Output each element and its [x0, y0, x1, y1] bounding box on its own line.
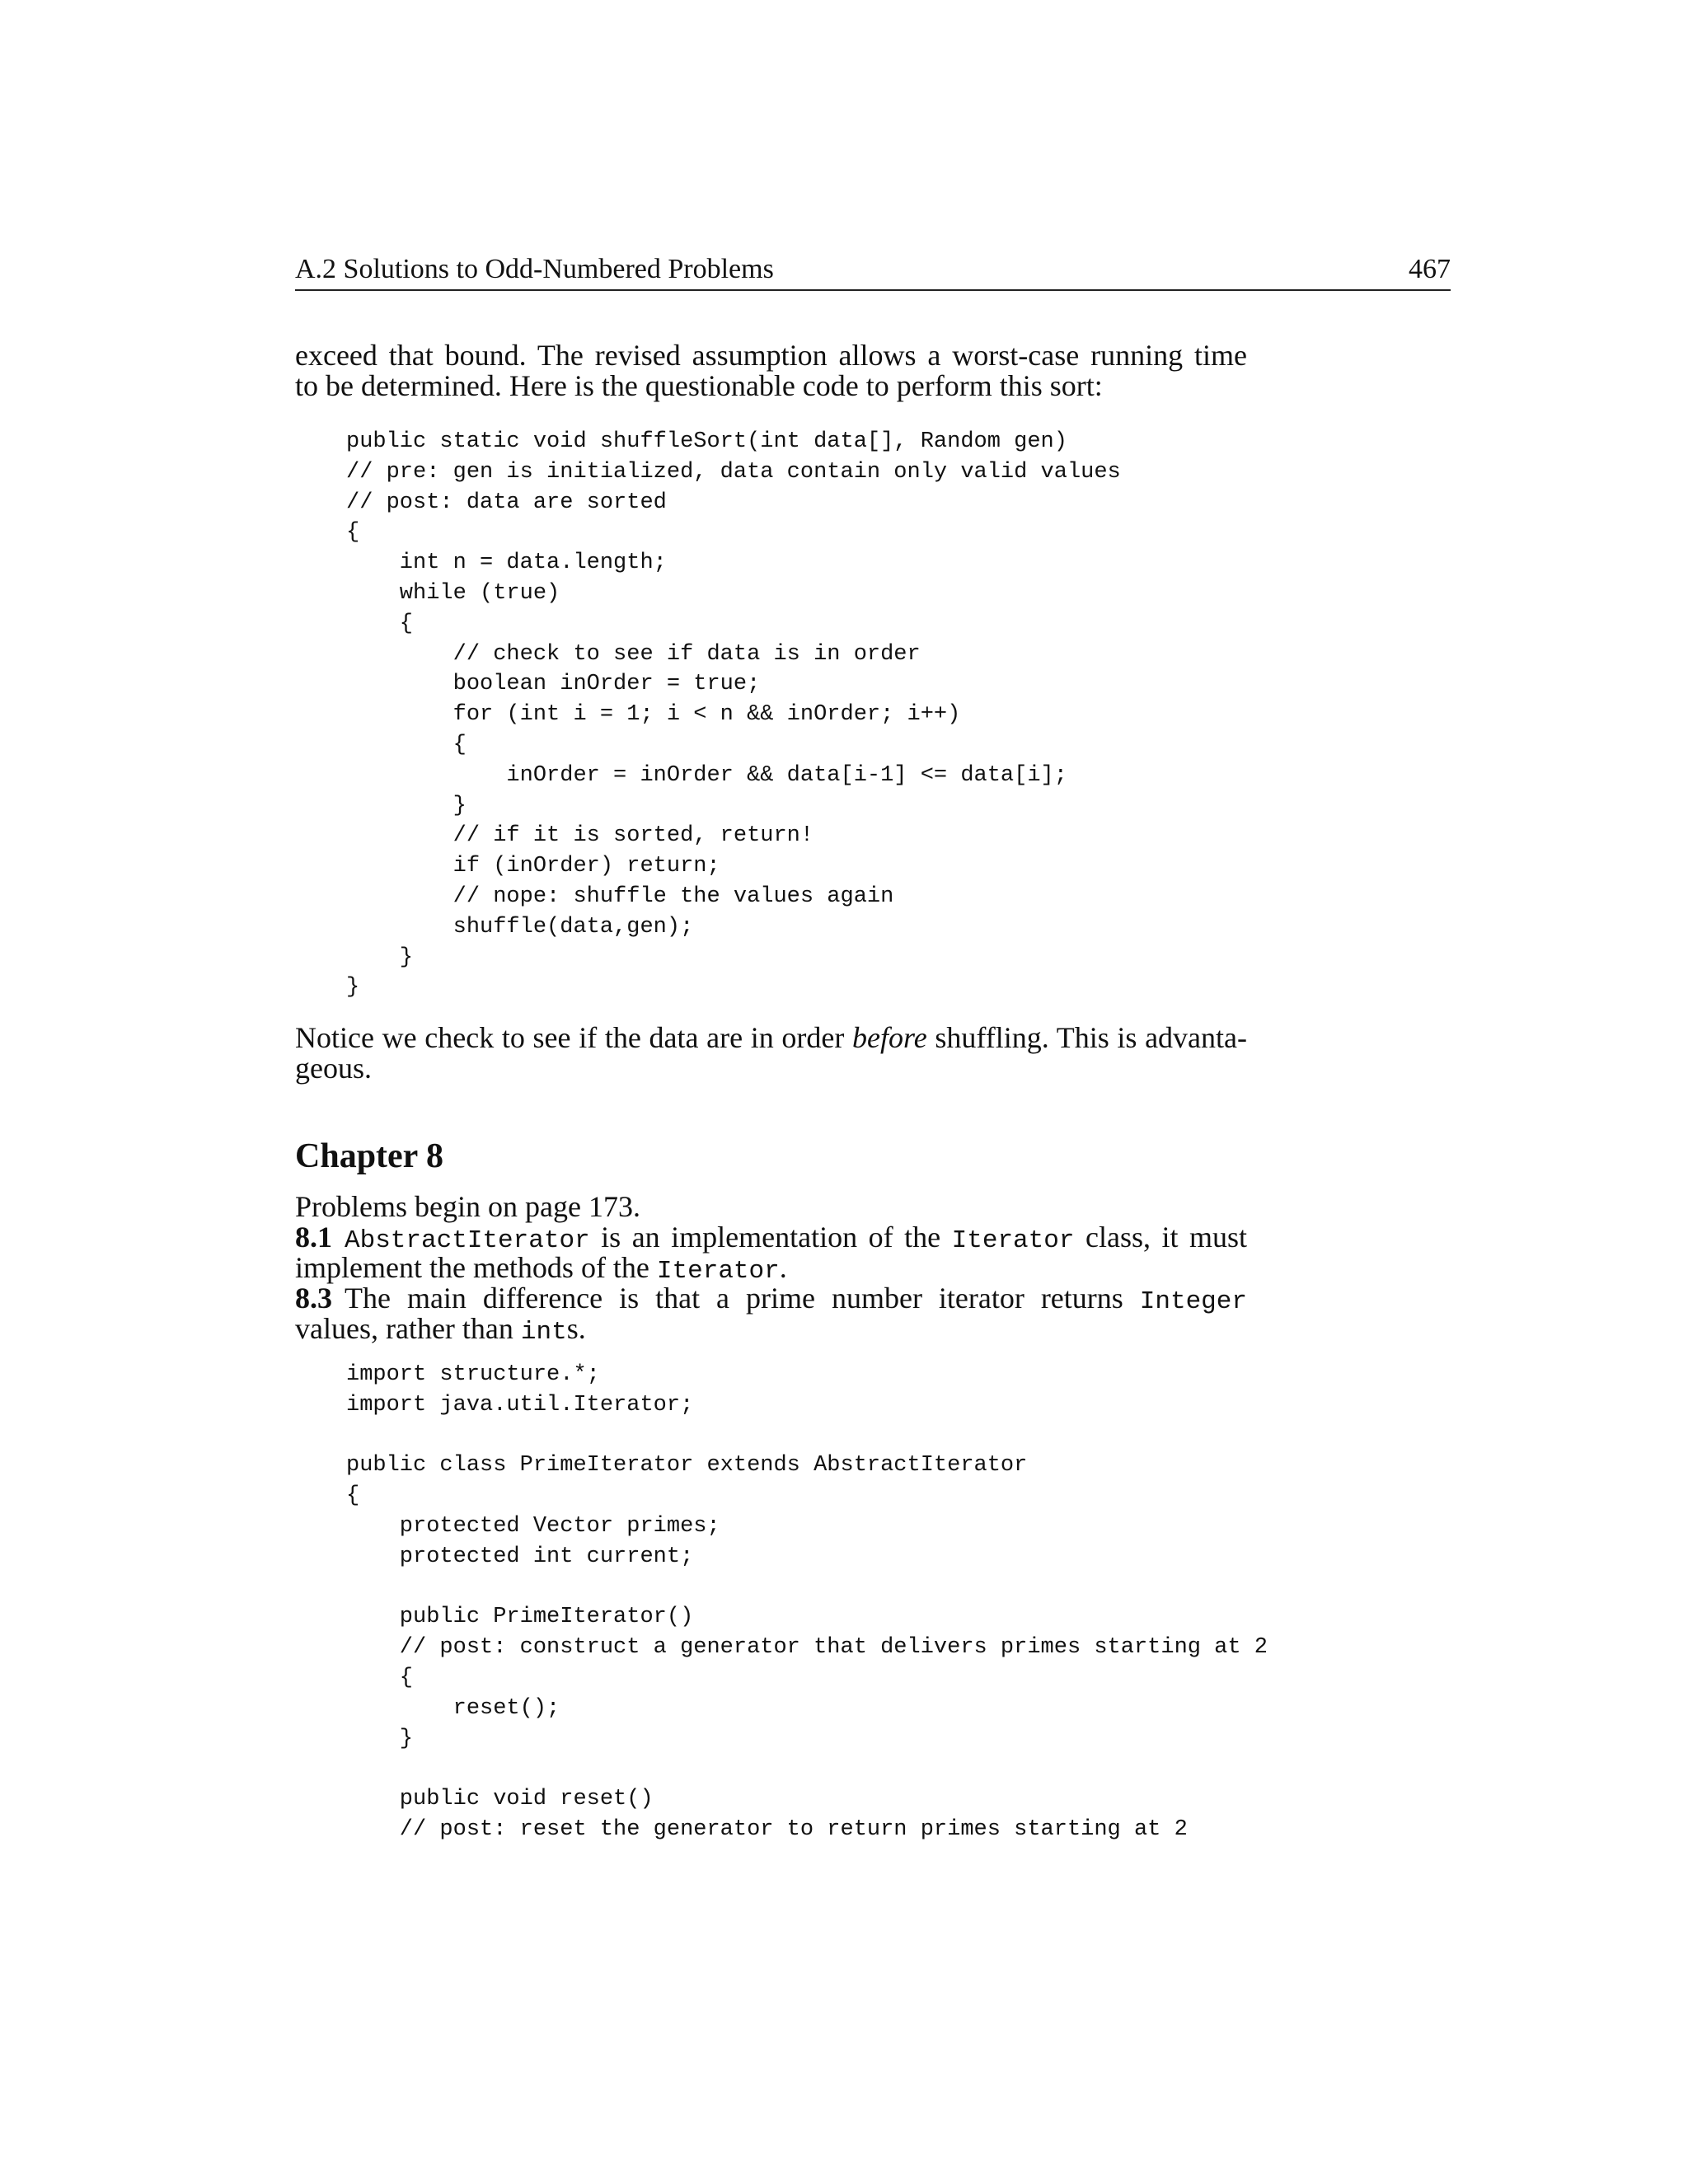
code-line: protected Vector primes; — [346, 1513, 720, 1539]
intro-paragraph — [295, 340, 1247, 401]
prime-iterator-code — [346, 1360, 1268, 1845]
section-title: A.2 Solutions to Odd-Numbered Problems — [295, 254, 774, 284]
code-line: boolean inOrder = true; — [346, 672, 761, 697]
notice-line-2: geous. — [295, 1052, 372, 1085]
code-line: public class PrimeIterator extends AbstractIterator — [346, 1453, 1028, 1479]
code-line: // post: construct a generator that delivers primes starting at 2 — [346, 1635, 1268, 1661]
notice-italic: before — [852, 1021, 927, 1054]
problem-8-1-line-2 — [295, 1251, 1247, 1286]
code-line: // post: data are sorted — [346, 490, 667, 515]
code-line: for (int i = 1; i < n && inOrder; i++) — [346, 702, 961, 728]
code-line: { — [346, 611, 414, 636]
inline-code: int — [520, 1318, 567, 1347]
notice-line-1 — [295, 1023, 1247, 1053]
problem-text: class, it must — [1074, 1221, 1247, 1254]
problem-8-1-line-1 — [295, 1222, 1247, 1253]
problem-text: s. — [566, 1312, 586, 1345]
inline-code: Iterator — [656, 1257, 780, 1286]
code-line: public PrimeIterator() — [346, 1605, 694, 1630]
code-line: { — [346, 1483, 360, 1509]
code-line: // nope: shuffle the values again — [346, 883, 894, 909]
problem-text: The main difference is that a prime number iterator returns — [345, 1282, 1140, 1315]
code-line: import java.util.Iterator; — [346, 1392, 694, 1418]
notice-text-b: shuffling. This is advanta- — [926, 1021, 1247, 1054]
code-line: } — [346, 793, 467, 818]
code-line: } — [346, 944, 414, 970]
notice-text-a: Notice we check to see if the data are in order — [295, 1021, 853, 1054]
problem-text: values, rather than — [295, 1312, 521, 1345]
code-line: public void reset() — [346, 1787, 654, 1812]
code-line: // pre: gen is initialized, data contain only valid values — [346, 459, 1121, 485]
problem-number: 8.3 — [295, 1282, 332, 1315]
code-line: public static void shuffleSort(int data[], Random gen) — [346, 429, 1067, 454]
code-line: // if it is sorted, return! — [346, 823, 814, 849]
problems-begin: Problems begin on page 173. — [295, 1190, 640, 1223]
problem-8-3-line-2 — [295, 1312, 1247, 1347]
code-line: int n = data.length; — [346, 551, 667, 576]
code-line: reset(); — [346, 1695, 560, 1721]
code-line: while (true) — [346, 580, 560, 606]
code-line — [346, 1754, 1268, 1784]
shuffle-sort-code — [346, 427, 1121, 1003]
problem-text: is an implementation of the — [589, 1221, 952, 1254]
chapter-heading: Chapter 8 — [295, 1137, 444, 1175]
code-line — [346, 1572, 1268, 1603]
code-line: // check to see if data is in order — [346, 641, 921, 667]
problem-text: implement the methods of the — [295, 1251, 657, 1284]
intro-line-1: exceed that bound. The revised assumption allows a worst-case running time — [295, 339, 1247, 372]
running-header — [295, 251, 1451, 291]
page-number: 467 — [1409, 254, 1451, 284]
problem-8-3-line-1 — [295, 1283, 1247, 1314]
code-line: { — [346, 732, 467, 757]
code-line — [346, 1421, 1268, 1451]
inline-code: Iterator — [951, 1226, 1075, 1255]
intro-line-2: to be determined. Here is the questionable code to perform this sort: — [295, 369, 1103, 402]
code-line: shuffle(data,gen); — [346, 914, 694, 940]
chapter-8-problems — [295, 1190, 1247, 1347]
inline-code: AbstractIterator — [345, 1226, 590, 1255]
code-line: } — [346, 975, 360, 1001]
problem-number: 8.1 — [295, 1221, 332, 1254]
inline-code: Integer — [1139, 1287, 1247, 1316]
problem-text: . — [779, 1251, 787, 1284]
code-line: if (inOrder) return; — [346, 854, 720, 879]
code-line: // post: reset the generator to return primes starting at 2 — [346, 1816, 1188, 1842]
code-line: { — [346, 1665, 414, 1690]
code-line: import structure.*; — [346, 1362, 600, 1387]
code-line: { — [346, 520, 360, 546]
code-line: protected int current; — [346, 1544, 694, 1569]
code-line: } — [346, 1726, 414, 1751]
code-line: inOrder = inOrder && data[i-1] <= data[i]; — [346, 762, 1067, 788]
notice-paragraph — [295, 1023, 1247, 1084]
